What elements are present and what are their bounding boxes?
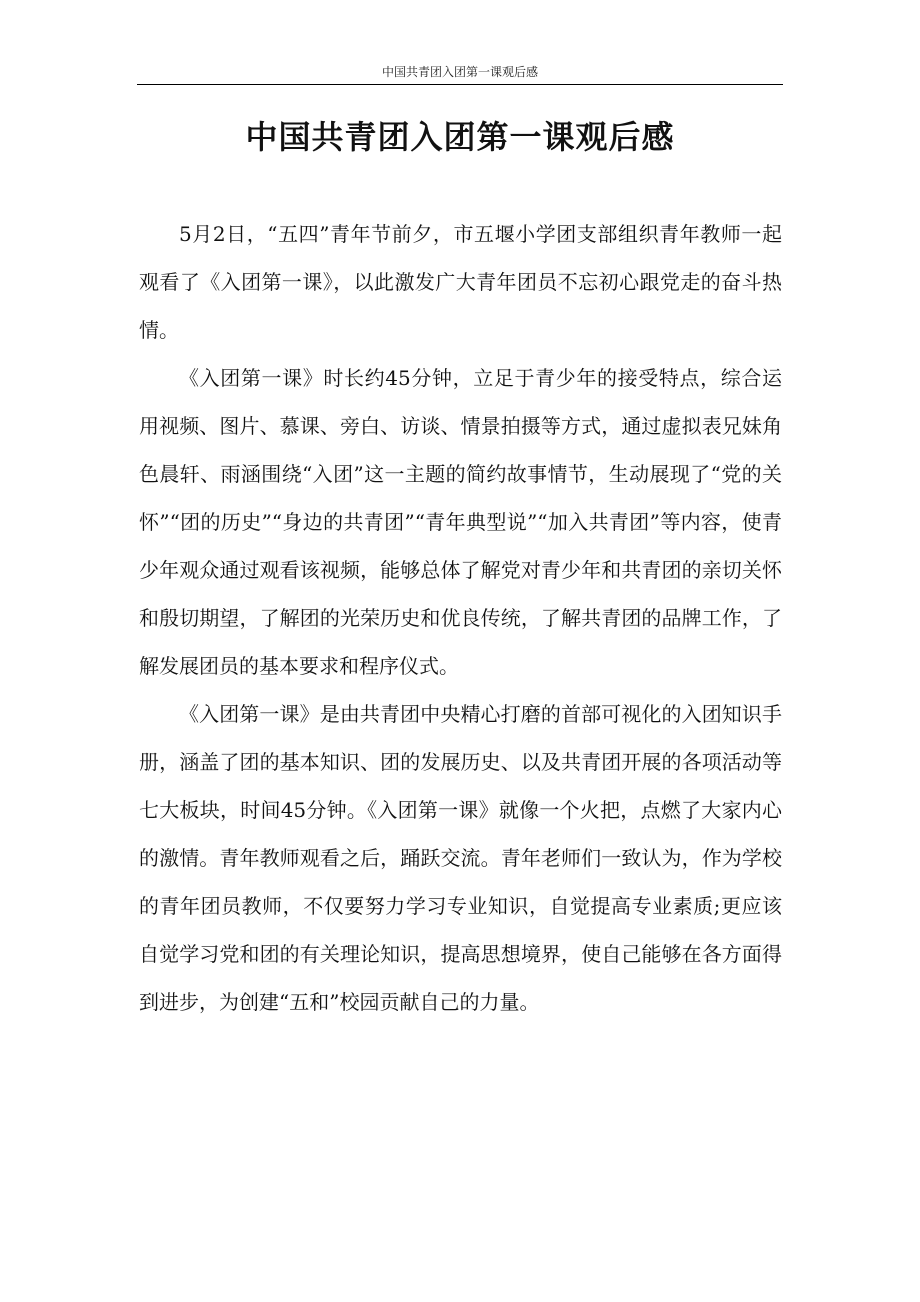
header-divider	[137, 84, 783, 85]
document-body	[139, 210, 782, 1026]
document-title: 中国共青团入团第一课观后感	[245, 118, 675, 156]
paragraph-1: 5月2日，“五四”青年节前夕，市五堰小学团支部组织青年教师一起观看了《入团第一课》，以此激发广大青年团员不忘初心跟党走的奋斗热情。	[139, 222, 782, 342]
paragraph-3: 《入团第一课》是由共青团中央精心打磨的首部可视化的入团知识手册，涵盖了团的基本知识、团的发展历史、以及共青团开展的各项活动等七大板块，时间45分钟。《入团第一课》就像一个火把，点燃了大家内心的激情。青年教师观看之后，踊跃交流。青年老师们一致认为，作为学校的青年团员教师，不仅要努力学习专业知识，自觉提高专业素质;更应该自觉学习党和团的有关理论知识，提高思想境界，使自己能够在各方面得到进步，为创建“五和”校园贡献自己的力量。	[139, 702, 782, 1014]
paragraph-2: 《入团第一课》时长约45分钟，立足于青少年的接受特点，综合运用视频、图片、慕课、旁白、访谈、情景拍摄等方式，通过虚拟表兄妹角色晨轩、雨涵围绕“入团”这一主题的简约故事情节，生动展现了“党的关怀”“团的历史”“身边的共青团”“青年典型说”“加入共青团”等内容，使青少年观众通过观看该视频，能够总体了解党对青少年和共青团的亲切关怀和殷切期望，了解团的光荣历史和优良传统，了解共青团的品牌工作，了解发展团员的基本要求和程序仪式。	[139, 366, 782, 678]
running-header: 中国共青团入团第一课观后感	[381, 65, 538, 79]
